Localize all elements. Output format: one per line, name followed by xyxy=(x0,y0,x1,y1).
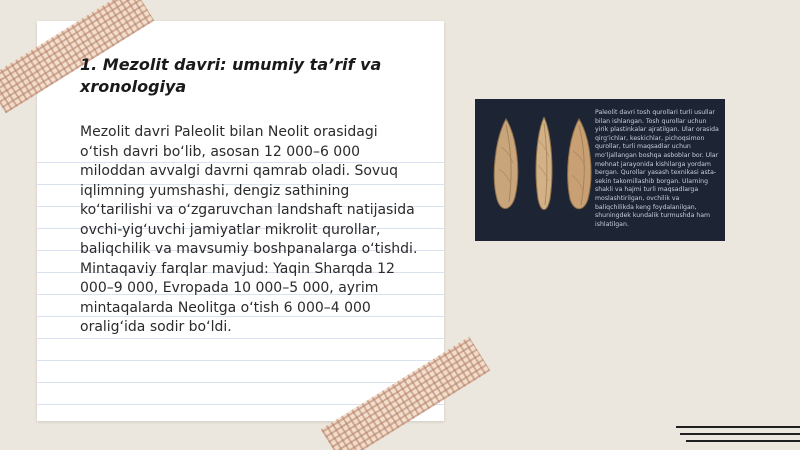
stone-tools-image xyxy=(475,99,725,241)
slide-body-text: Mezolit davri Paleolit bilan Neolit orasidagi oʻtish davri boʻlib, asosan 12 000–6 000 miloddan avvalgi davrni qamrab oladi. Sovuq iqlimning yumshashi, dengiz sathining koʻtarilishi va oʻzgaruvchan landshaft natijasida ovchi-yigʻuvchi jamiyatlar mikrolit qurollar, baliqchilik va mavsumiy boshpanalarga oʻtishdi. Mintaqaviy farqlar mavjud: Yaqin Sharqda 12 000–9 000, Evropada 10 000–5 000, ayrim mintaqalarda Neolitga oʻtish 6 000–4 000 oraligʻida sodir boʻldi. xyxy=(80,124,418,335)
stone-tool-1-icon xyxy=(489,117,523,217)
slide-title: 1. Mezolit davri: umumiy ta’rif va xronologiya xyxy=(80,55,382,96)
stone-tool-3-icon xyxy=(562,117,596,217)
stone-tool-2-icon xyxy=(527,117,561,217)
image-caption: Paleolit davri tosh qurollari turli usullar bilan ishlangan. Tosh qurollar uchun yirik plastinkalar ajratilgan. Ular orasida qirgʻichlar, keskichlar, pichoqsimon qurollar, turli maqsadlar uchun moʻljallangan boshqa asboblar bor. Ular mehnat jarayonida kishilarga yordam bergan. Qurollar yasash texnikasi asta-sekin takomillashib borgan. Ularning shakli va hajmi turli maqsadlarga moslashtirilgan, ovchilik va baliqchilikda keng foydalanilgan, shuningdek kundalik turmushda ham ishlatilgan. xyxy=(595,109,719,228)
horizontal-lines-icon xyxy=(676,424,800,444)
